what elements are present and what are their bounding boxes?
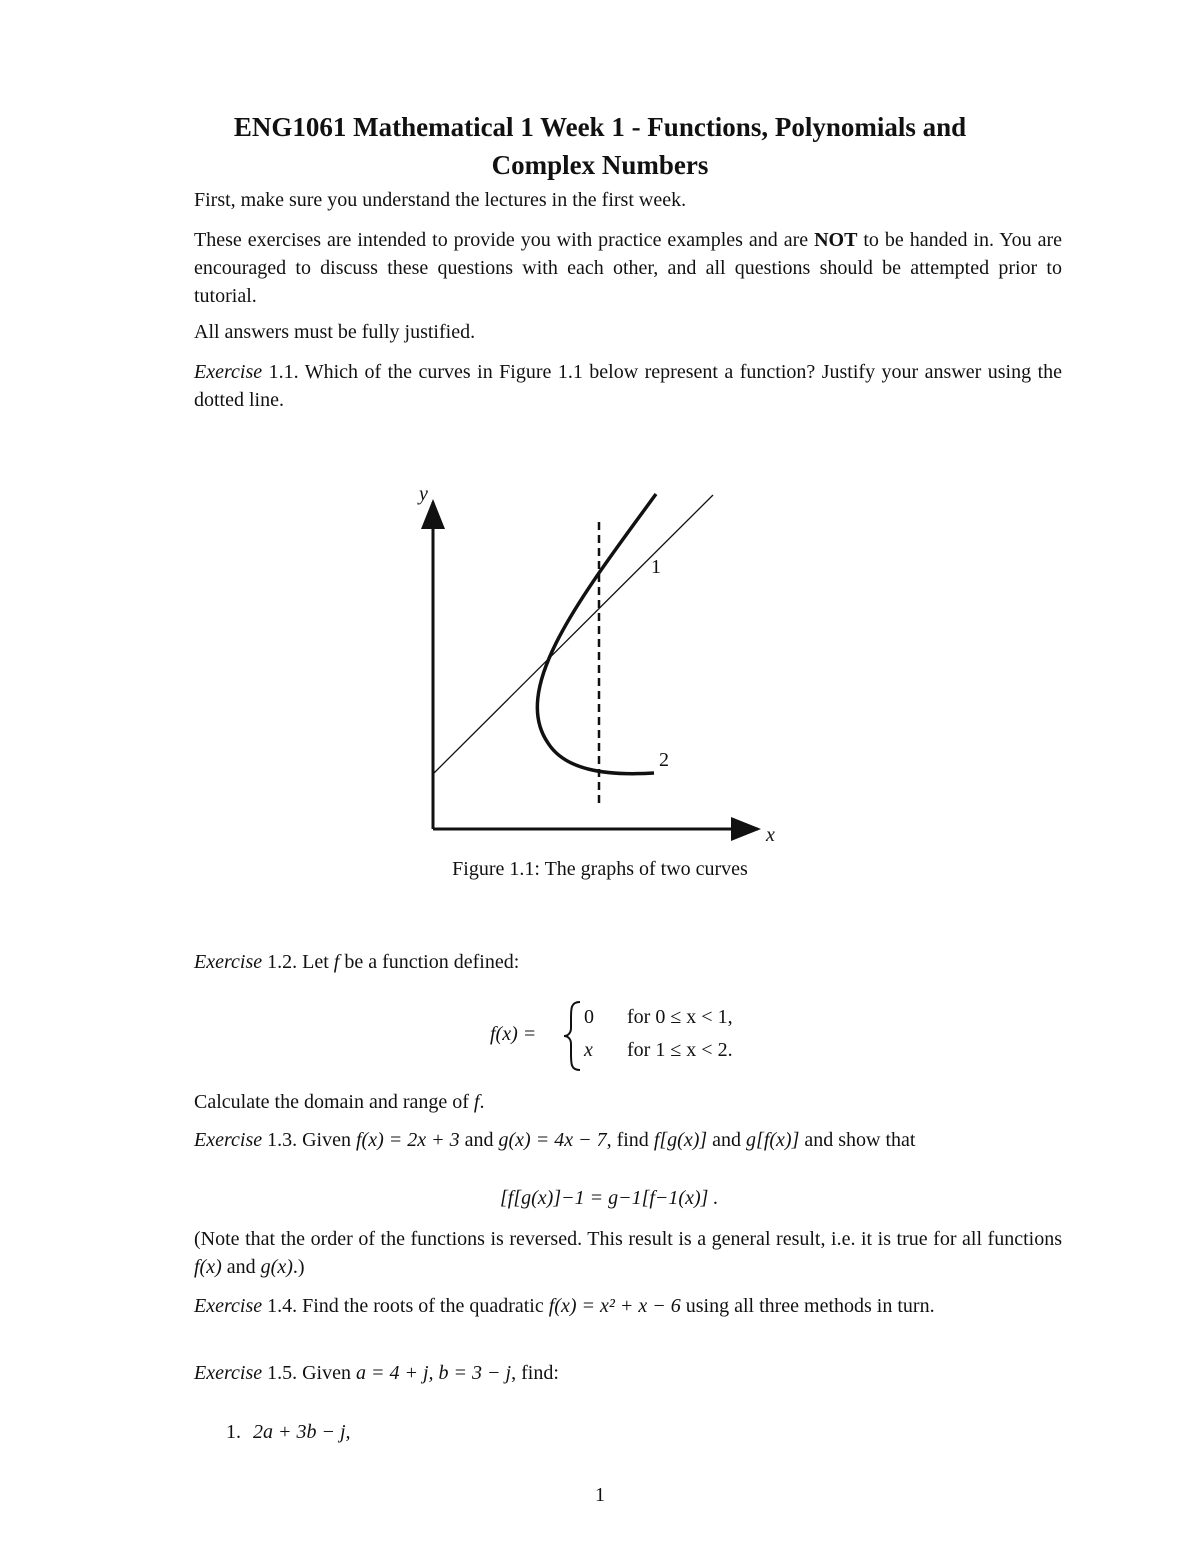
inverse-equation: [f[g(x)]−1 = g−1[f−1(x)] .: [500, 1187, 719, 1209]
exercise-label: Exercise: [194, 951, 263, 973]
curve-2-parabola: [537, 494, 656, 774]
exercise-1-2: Exercise 1.2. Let f be a function defined:: [194, 951, 520, 973]
intro-paragraph-3: All answers must be fully justified.: [194, 321, 476, 343]
exercise-1-4: Exercise 1.4. Find the roots of the quadratic f(x) = x² + x − 6 using all three methods in turn.: [194, 1295, 935, 1317]
y-axis-label: y: [419, 483, 428, 505]
exercise-label: Exercise: [194, 361, 263, 383]
page-title: [150, 108, 1050, 184]
exercise-1-1: [194, 358, 1062, 414]
curve-1-line: [433, 495, 713, 774]
intro-paragraph-2: These exercises are intended to provide you with practice examples and are NOT to be handed in. You are encouraged to discuss these questions with each other, and all questions should be attempted prior to tutorial.: [194, 229, 1062, 307]
case-2-condition: for 1 ≤ x < 2.: [627, 1039, 733, 1061]
page-number: 1: [595, 1484, 605, 1506]
exercise-label: Exercise: [194, 1295, 263, 1317]
exercise-1-3: Exercise 1.3. Given f(x) = 2x + 3 and g(x) = 4x − 7, find f[g(x)] and g[f(x)] and show that: [194, 1129, 916, 1151]
x-axis-label: x: [766, 824, 775, 846]
exercise-label: Exercise: [194, 1129, 263, 1151]
exercise-1-3-note: (Note that the order of the functions is reversed. This result is a general result, i.e. it is true for all functions f(x) and g(x).): [194, 1228, 1062, 1278]
title-line-2: Complex Numbers: [491, 150, 709, 180]
curve-2-label: 2: [659, 749, 669, 771]
case-2-value: x: [584, 1039, 593, 1061]
list-item-number: 1.: [226, 1421, 241, 1443]
exercise-number: 1.3.: [267, 1129, 298, 1151]
exercise-1-5: Exercise 1.5. Given a = 4 + j, b = 3 − j, find:: [194, 1362, 559, 1384]
piecewise-lhs: f(x) =: [490, 1023, 537, 1045]
exercise-label: Exercise: [194, 1362, 263, 1384]
title-line-1: ENG1061 Mathematical 1 Week 1 - Functions, Polynomials and: [233, 112, 967, 142]
intro-paragraph-1: First, make sure you understand the lectures in the first week.: [194, 189, 687, 211]
left-brace: [562, 1000, 584, 1072]
curve-1-label: 1: [651, 556, 661, 578]
exercise-1-2-question: Calculate the domain and range of f.: [194, 1091, 485, 1113]
case-1-value: 0: [584, 1006, 594, 1028]
figure-caption: Figure 1.1: The graphs of two curves: [452, 858, 748, 880]
list-item-1: 2a + 3b − j,: [253, 1421, 351, 1443]
exercise-number: 1.2.: [267, 951, 298, 973]
case-1-condition: for 0 ≤ x < 1,: [627, 1006, 733, 1028]
exercise-number: 1.4.: [267, 1295, 298, 1317]
not-emphasis: NOT: [814, 229, 858, 251]
figure-1-1: [400, 478, 800, 848]
exercise-text: Which of the curves in Figure 1.1 below represent a function? Justify your answer using the dotted line.: [194, 361, 1062, 411]
exercise-number: 1.5.: [267, 1362, 298, 1384]
exercise-number: 1.1.: [268, 361, 299, 383]
